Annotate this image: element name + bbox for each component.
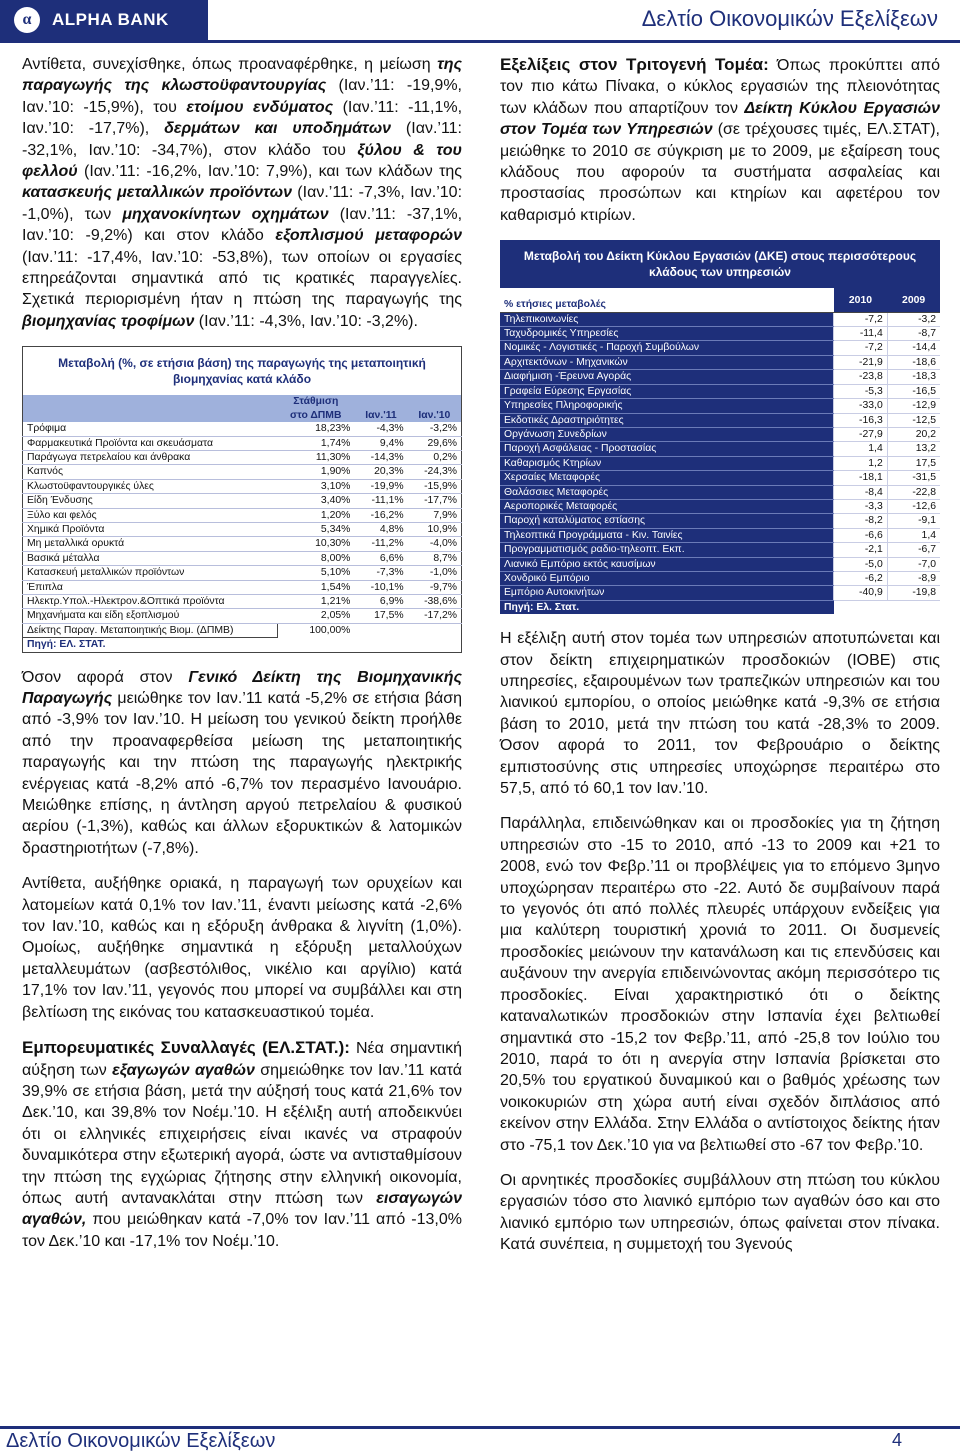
row-label: Προγραμματισμός ραδιο-τηλεοπτ. Εκπ. bbox=[500, 543, 834, 557]
row-label: Εκδοτικές Δραστηριότητες bbox=[500, 413, 834, 427]
table-row bbox=[500, 427, 940, 441]
value-jan11: 6,9% bbox=[354, 594, 407, 608]
weight-cell: 2,05% bbox=[277, 609, 354, 623]
value-2009: -12,6 bbox=[887, 499, 940, 513]
value-2009: -31,5 bbox=[887, 471, 940, 485]
value-jan11: -10,1% bbox=[354, 580, 407, 594]
table-row bbox=[23, 465, 462, 479]
text-run: Νέα σημαντική αύξηση των bbox=[22, 1040, 462, 1079]
value-2009: 20,2 bbox=[887, 427, 940, 441]
weight-cell: 1,20% bbox=[277, 508, 354, 522]
emphasis-text: της παραγωγής της κλωστοϋφαντουργίας bbox=[22, 56, 462, 95]
row-label: Είδη Ένδυσης bbox=[23, 494, 278, 508]
value-2010: -18,1 bbox=[834, 471, 888, 485]
text-run: (Ιαν.’11: -32,1%, Ιαν.’10: -34,7%), στον κλάδο του bbox=[22, 120, 463, 159]
text-run: Η εξέλιξη αυτή στον τομέα των υπηρεσιών αποτυπώνεται και στον δείκτη επιχειρηματικών προσδοκιών (ΙΟΒΕ) στις υπηρεσίες, εξαιρουμένων των τραπεζικών υπηρεσιών και του λιανικού εμπορίου, ο οποίος μειώθηκε κατά -9,3% σε ετήσια βάση το 2010, μετά την πτώση του κατά -28,3% το 2009. Όσον αφορά το 2011, τον Φεβρουάριο ο δείκτης εμπιστοσύνης στις υπηρεσίες υποχώρησε περαιτέρω στο 57,5, από τό 60,1 τον Ιαν.’10. bbox=[500, 630, 940, 798]
value-jan10: -4,0% bbox=[408, 537, 462, 551]
value-jan11: -16,2% bbox=[354, 508, 407, 522]
row-label: Κατασκευή μεταλλικών προϊόντων bbox=[23, 566, 278, 580]
weight-cell: 3,10% bbox=[277, 479, 354, 493]
table-row bbox=[500, 399, 940, 413]
table-row bbox=[500, 341, 940, 355]
row-label: Διαφήμιση -Έρευνα Αγοράς bbox=[500, 370, 834, 384]
row-label: Κλωστοϋφαντουργικές ύλες bbox=[23, 479, 278, 493]
value-2010: -11,4 bbox=[834, 327, 888, 341]
paragraph bbox=[500, 54, 940, 226]
empty-cell bbox=[408, 623, 462, 637]
row-label: Χονδρικό Εμπόριο bbox=[500, 571, 834, 585]
row-label: Φαρμακευτικά Προϊόντα και σκευάσματα bbox=[23, 436, 278, 450]
table-row bbox=[23, 566, 462, 580]
text-run: (Ιαν.’11: -19,9%, Ιαν.’10: -15,9%), του bbox=[22, 77, 462, 116]
table-row bbox=[500, 471, 940, 485]
table-row bbox=[23, 422, 462, 436]
value-2009: -12,9 bbox=[887, 399, 940, 413]
source-row bbox=[500, 600, 940, 614]
row-label: Αρχιτεκτόνων - Μηχανικών bbox=[500, 355, 834, 369]
alpha-logo-icon: α bbox=[14, 7, 40, 33]
page-number: 4 bbox=[891, 1430, 902, 1450]
paragraph bbox=[22, 1037, 462, 1252]
value-jan10: 7,9% bbox=[408, 508, 462, 522]
table-row bbox=[500, 312, 940, 326]
value-2009: -18,3 bbox=[887, 370, 940, 384]
source-row bbox=[23, 638, 462, 652]
value-jan11: -14,3% bbox=[354, 450, 407, 464]
row-label: Ταχυδρομικές Υπηρεσίες bbox=[500, 327, 834, 341]
row-label: Παροχή Ασφάλειας - Προστασίας bbox=[500, 442, 834, 456]
text-run: που μειώθηκαν κατά -7,0% τον Ιαν.’11 από -13,0% τον Δεκ.’10 και -17,1% τον Νοέμ.’10. bbox=[22, 1211, 462, 1250]
footer-divider bbox=[0, 1426, 960, 1429]
text-run: μειώθηκε τον Ιαν.’11 κατά -5,2% σε ετήσια βάση από -3,9% τον Ιαν.’10. Η μείωση του γενικού δείκτη προήλθε από την προαναφερθείσα μείωση της μεταποιητικής παραγωγής και την πτώση της παραγωγής ηλεκτρικής ενέργειας κατά -8,2% από -6,7% τον περασμένο Ιανουάριο. Μειώθηκε επίσης, η άντληση αργού πετρελαίου & φυσικού αερίου (-1,3%), καθώς και άλλων εξορυκτικών & λατομικών δραστηριοτήτων (-7,8%). bbox=[22, 690, 462, 857]
value-2010: -16,3 bbox=[834, 413, 888, 427]
value-2009: -3,2 bbox=[887, 312, 940, 326]
row-label: Τηλεοπτικά Προγράμματα - Κιν. Ταινίες bbox=[500, 528, 834, 542]
value-2010: -27,9 bbox=[834, 427, 888, 441]
text-run: (Ιαν.’11: -17,4%, Ιαν.’10: -53,8%), των οποίων οι εργασίες επηρεάζονται σημαντικά από τις κρατικές παραγγελίες. Σχετικά περιορισμένη ήταν η πτώση της παραγωγής της bbox=[22, 248, 462, 309]
weight-cell: 5,34% bbox=[277, 522, 354, 536]
value-2009: -14,4 bbox=[887, 341, 940, 355]
page-header bbox=[0, 0, 960, 40]
value-jan11: -19,9% bbox=[354, 479, 407, 493]
value-2010: -8,4 bbox=[834, 485, 888, 499]
value-jan10: -17,7% bbox=[408, 494, 462, 508]
weight-cell: 8,00% bbox=[277, 551, 354, 565]
value-2010: -33,0 bbox=[834, 399, 888, 413]
text-run: (σε τρέχουσες τιμές, ΕΛ.ΣΤΑΤ), μειώθηκε το 2010 σε σύγκριση με το 2009, με εξαίρεση τους κλάδους που αφορούν τα συστήματα ασφαλείας και προστασίας προσώπων και κτηρίων και αφετέρου τον καθαρισμό κτιρίων. bbox=[500, 121, 941, 224]
value-2009: -19,8 bbox=[887, 586, 940, 600]
value-jan10: -1,0% bbox=[408, 566, 462, 580]
value-2009: -16,5 bbox=[887, 384, 940, 398]
value-jan11: 4,8% bbox=[354, 522, 407, 536]
row-label: Τηλεπικοινωνίες bbox=[500, 312, 834, 326]
value-2010: 1,4 bbox=[834, 442, 888, 456]
value-2010: -5,3 bbox=[834, 384, 888, 398]
column-header-label: % ετήσιες μεταβολές bbox=[500, 288, 834, 312]
table-row bbox=[500, 571, 940, 585]
bank-name: ALPHA BANK bbox=[52, 10, 169, 29]
table-row bbox=[500, 514, 940, 528]
weight-cell: 3,40% bbox=[277, 494, 354, 508]
table-row bbox=[23, 450, 462, 464]
table-row bbox=[23, 609, 462, 623]
row-label: Νομικές - Λογιστικές - Παροχή Συμβούλων bbox=[500, 341, 834, 355]
value-2009: -22,8 bbox=[887, 485, 940, 499]
text-run: Αντίθετα, αυξήθηκε οριακά, η παραγωγή των ορυχείων και λατομείων κατά 0,1% τον Ιαν.’11, έναντι μείωσης κατά -2,6% τον Ιαν.’10, καθώς και η εξόρυξη άνθρακα & λιγνίτη (1,0%). Ομοίως, αυξήθηκε σημαντικά η εξόρυξη μεταλλούχων μεταλλευμάτων (ασβεστόλιθος, νικέλιο και αργίλιο) κατά 17,1% τον Ιαν.’11, γεγονός που μπορεί να συμβάλλει και στη βελτίωση της εικόνας του κατασκευαστικού τομέα. bbox=[22, 875, 462, 1021]
row-label: Χερσαίες Μεταφορές bbox=[500, 471, 834, 485]
emphasis-text: εξοπλισμού μεταφορών bbox=[275, 227, 462, 245]
text-run: (Ιαν.’11: -37,1%, Ιαν.’10: -9,2%) και στον κλάδο bbox=[22, 205, 463, 245]
value-jan11: -11,2% bbox=[354, 537, 407, 551]
services-turnover-table bbox=[500, 240, 940, 614]
text-run: (Ιαν.’11: -11,1%, Ιαν.’10: -17,7%), bbox=[22, 98, 463, 138]
row-label: Καπνός bbox=[23, 465, 278, 479]
empty-cell bbox=[354, 623, 407, 637]
value-2009: 1,4 bbox=[887, 528, 940, 542]
row-label: Αεροπορικές Μεταφορές bbox=[500, 499, 834, 513]
text-run: σημειώθηκε τον Ιαν.’11 κατά 39,9% σε ετήσια βάση, μετά την αύξησή τους κατά 21,6% τον Δεκ.’10, και 39,8% τον Νοέμ.’10. Η εξέλιξη αυτή αποδεικνύει ότι οι ελληνικές επιχειρήσεις είναι ικανές να στραφούν δυναμικότερα στην εξωτερική αγορά, ώστε να αντισταθμίσουν την πτώση της εγχώριας ζήτησης στην ελληνική οικονομία, όπως αυτή αντανακλάται στην πτώση των bbox=[22, 1061, 463, 1207]
value-jan10: 0,2% bbox=[408, 450, 462, 464]
value-2010: -23,8 bbox=[834, 370, 888, 384]
weight-cell: 100,00% bbox=[309, 625, 351, 637]
row-label: Τρόφιμα bbox=[23, 422, 278, 436]
emphasis-text: Εξελίξεις στον Τριτογενή Τομέα: bbox=[500, 55, 769, 74]
value-jan10: 10,9% bbox=[408, 522, 462, 536]
text-run: Όπως προκύπτει από τον πιο κάτω Πίνακα, ο κύκλος εργασιών της πλειονότητας των κλάδων που απαρτίζουν τον bbox=[500, 57, 941, 117]
table-row bbox=[500, 499, 940, 513]
row-label: Μη μεταλλικά ορυκτά bbox=[23, 537, 278, 551]
row-label: Καθαρισμός Κτηρίων bbox=[500, 456, 834, 470]
row-label: Εμπόριο Αυτοκινήτων bbox=[500, 586, 834, 600]
table-row bbox=[23, 479, 462, 493]
value-jan10: -24,3% bbox=[408, 465, 462, 479]
row-label: Υπηρεσίες Πληροφορικής bbox=[500, 399, 834, 413]
text-run: Όσον αφορά στον bbox=[22, 668, 189, 686]
weight-cell: 1,54% bbox=[277, 580, 354, 594]
emphasis-text: βιομηχανίας τροφίμων bbox=[22, 312, 195, 330]
column-header-weight-sub: στο ΔΠΜΒ bbox=[277, 409, 354, 422]
column-header-weight: Στάθμιση bbox=[277, 395, 354, 408]
value-jan11: -7,3% bbox=[354, 566, 407, 580]
value-2009: -7,0 bbox=[887, 557, 940, 571]
table-row bbox=[23, 508, 462, 522]
value-2009: 13,2 bbox=[887, 442, 940, 456]
table-row bbox=[23, 436, 462, 450]
value-jan11: -4,3% bbox=[354, 422, 407, 436]
row-label: Δείκτης Παραγ. Μεταποιητικής Βιομ. (ΔΠΜΒ) bbox=[23, 623, 278, 637]
table-source: Πηγή: ΕΛ. ΣΤΑΤ. bbox=[27, 639, 106, 651]
header-divider bbox=[0, 40, 960, 43]
value-2009: -9,1 bbox=[887, 514, 940, 528]
value-2009: -8,9 bbox=[887, 571, 940, 585]
text-run: Αντίθετα, συνεχίσθηκε, όπως προαναφέρθηκε, η μείωση bbox=[22, 56, 438, 73]
emphasis-text: εξαγωγών αγαθών bbox=[112, 1061, 255, 1079]
table-row bbox=[500, 327, 940, 341]
row-label: Ηλεκτρ.Υπολ.-Ηλεκτρον.&Οπτικά προϊόντα bbox=[23, 594, 278, 608]
row-label: Έπιπλα bbox=[23, 580, 278, 594]
table-row bbox=[500, 442, 940, 456]
header-title: Δελτίο Οικονομικών Εξελίξεων bbox=[641, 6, 938, 31]
value-2010: -21,9 bbox=[834, 355, 888, 369]
paragraph bbox=[22, 667, 462, 860]
emphasis-text: Εμπορευματικές Συναλλαγές (ΕΛ.ΣΤΑΤ.): bbox=[22, 1038, 350, 1058]
empty-cell bbox=[834, 600, 888, 614]
value-jan10: -38,6% bbox=[408, 594, 462, 608]
table-row bbox=[23, 551, 462, 565]
value-2009: -18,6 bbox=[887, 355, 940, 369]
paragraph bbox=[500, 628, 940, 799]
value-2010: -40,9 bbox=[834, 586, 888, 600]
value-jan10: -3,2% bbox=[408, 422, 462, 436]
value-2009: 17,5 bbox=[887, 456, 940, 470]
row-label: Ξύλο και φελός bbox=[23, 508, 278, 522]
value-jan11: 17,5% bbox=[354, 609, 407, 623]
paragraph bbox=[500, 1170, 940, 1256]
paragraph bbox=[22, 873, 462, 1023]
value-2009: -12,5 bbox=[887, 413, 940, 427]
column-header-2010: 2010 bbox=[834, 288, 888, 312]
weight-cell: 5,10% bbox=[277, 566, 354, 580]
text-run: (Ιαν.’11: -4,3%, Ιαν.’10: -3,2%). bbox=[194, 312, 418, 330]
table-row bbox=[500, 586, 940, 600]
value-jan11: -11,1% bbox=[354, 494, 407, 508]
value-2010: 1,2 bbox=[834, 456, 888, 470]
weight-cell: 10,30% bbox=[277, 537, 354, 551]
total-row bbox=[23, 623, 462, 637]
text-run: (Ιαν.’11: -7,3%, Ιαν.’10: -1,0%), των bbox=[22, 184, 463, 223]
row-label: Θαλάσσιες Μεταφορές bbox=[500, 485, 834, 499]
table-row bbox=[500, 485, 940, 499]
value-2010: -6,2 bbox=[834, 571, 888, 585]
table-row bbox=[23, 594, 462, 608]
emphasis-text: ξύλου & του φελλού bbox=[22, 141, 463, 181]
column-header-jan11: Ιαν.'11 bbox=[354, 409, 407, 422]
weight-cell: 1,90% bbox=[277, 465, 354, 479]
row-label: Βασικά μέταλλα bbox=[23, 551, 278, 565]
table-row bbox=[500, 355, 940, 369]
text-run: Οι αρνητικές προσδοκίες συμβάλλουν στη πτώση του κύκλου εργασιών τόσο στο λιανικό εμπόριο των αγαθών όσο και στο λιανικό εμπόριο των υπηρεσιών, όπως φαίνεται στον πίνακα. Κατά συνέπεια, η συμμετοχή του 3γενούς bbox=[500, 1171, 940, 1254]
value-jan10: 29,6% bbox=[408, 436, 462, 450]
table-row bbox=[500, 413, 940, 427]
table-row bbox=[500, 528, 940, 542]
table-row bbox=[23, 494, 462, 508]
emphasis-text: κατασκευής μεταλλικών προϊόντων bbox=[22, 184, 293, 202]
row-label: Παροχή καταλύματος εστίασης bbox=[500, 514, 834, 528]
table-row bbox=[500, 370, 940, 384]
value-2010: -5,0 bbox=[834, 557, 888, 571]
table-row bbox=[23, 522, 462, 536]
value-jan10: -9,7% bbox=[408, 580, 462, 594]
row-label: Χημικά Προϊόντα bbox=[23, 522, 278, 536]
emphasis-text: Γενικό Δείκτη της Βιομηχανικής Παραγωγής bbox=[22, 668, 462, 707]
value-2010: -7,2 bbox=[834, 312, 888, 326]
emphasis-text: εισαγωγών αγαθών, bbox=[22, 1189, 462, 1229]
row-label: Λιανικό Εμπόριο εκτός καυσίμων bbox=[500, 557, 834, 571]
value-jan11: 6,6% bbox=[354, 551, 407, 565]
manufacturing-production-table bbox=[22, 346, 462, 652]
value-jan10: -15,9% bbox=[408, 479, 462, 493]
emphasis-text: ετοίμου ενδύματος bbox=[186, 98, 334, 116]
row-label: Γραφεία Εύρεσης Εργασίας bbox=[500, 384, 834, 398]
emphasis-text: Δείκτη Κύκλου Εργασιών στον Τομέα των Υπηρεσιών bbox=[500, 99, 940, 139]
table-row bbox=[500, 384, 940, 398]
table-row bbox=[500, 456, 940, 470]
value-jan10: -17,2% bbox=[408, 609, 462, 623]
value-2010: -6,6 bbox=[834, 528, 888, 542]
value-2009: -6,7 bbox=[887, 543, 940, 557]
table-row bbox=[23, 537, 462, 551]
value-jan11: 9,4% bbox=[354, 436, 407, 450]
table-caption: Μεταβολή του Δείκτη Κύκλου Εργασιών (ΔΚΕ) στους περισσότερους κλάδους των υπηρεσιών bbox=[500, 240, 940, 288]
emphasis-text: μηχανοκίνητων οχημάτων bbox=[122, 205, 329, 223]
footer-title: Δελτίο Οικονομικών Εξελίξεων bbox=[6, 1430, 276, 1452]
row-label: Παράγωγα πετρελαίου και άνθρακα bbox=[23, 450, 278, 464]
column-header-2009: 2009 bbox=[887, 288, 940, 312]
weight-cell: 18,23% bbox=[277, 422, 354, 436]
weight-cell: 1,74% bbox=[277, 436, 354, 450]
value-2010: -7,2 bbox=[834, 341, 888, 355]
right-column bbox=[500, 54, 940, 1270]
row-label: Μηχανήματα και είδη εξοπλισμού bbox=[23, 609, 278, 623]
page-footer bbox=[0, 1426, 960, 1456]
table-source: Πηγή: Ελ. Στατ. bbox=[500, 600, 834, 614]
value-2009: -8,7 bbox=[887, 327, 940, 341]
paragraph bbox=[22, 54, 462, 332]
left-column bbox=[22, 54, 462, 1266]
value-jan10: 8,7% bbox=[408, 551, 462, 565]
value-jan11: 20,3% bbox=[354, 465, 407, 479]
row-label: Οργάνωση Συνεδρίων bbox=[500, 427, 834, 441]
value-2010: -3,3 bbox=[834, 499, 888, 513]
table-caption: Μεταβολή (%, σε ετήσια βάση) της παραγωγής της μεταποιητική βιομηχανίας κατά κλάδο bbox=[58, 356, 426, 387]
empty-cell bbox=[887, 600, 940, 614]
text-run: Παράλληλα, επιδεινώθηκαν και οι προσδοκίες για τη ζήτηση υπηρεσιών στο -15 το 2010, από -13 το 2009 και +21 το 2008, ενώ τον Φεβρ.’11 οι προβλέψεις για το επόμενο 3μηνο υποχώρησαν περαιτέρω στο -22. Αυτό δε συμβαίνουν παρά το γεγονός ότι από πολλές πλευρές υπάρχουν ενδείξεις για μια καλύτερη τουριστική χρονιά το 2011. Οι δυσμενείς προσδοκίες μειώνουν την κατανάλωση και τις επενδύσεις και αυξάνουν την ανεργία επιδεινώνοντας ακόμη περισσότερο τις προσδοκίες. Είναι χαρακτηριστικό ότι ο δείκτης καταναλωτικών προσδοκιών στην Ισπανία έχει βελτιωθεί σημαντικά στο -15,2 τον Φεβρ.’11, από -25,8 τον Ιούλιο του 2010, παρά το ότι η ανεργία στην Ισπανία βρίσκεται στο 20,5% του εργατικού δυναμικού και ο βαθμός χρέωσης των νοικοκυριών στη χώρα αυτή είναι σχεδόν διπλάσιος από εκείνον στην Ελλάδα. Στην Ελλάδα ο αντίστοιχος δείκτης ήταν στο -75,1 τον Δεκ.’10 για να βελτιωθεί στο -67 τον Φεβρ.’10. bbox=[500, 815, 940, 1154]
weight-cell: 1,21% bbox=[277, 594, 354, 608]
table-row bbox=[23, 580, 462, 594]
value-2010: -8,2 bbox=[834, 514, 888, 528]
table-row bbox=[500, 557, 940, 571]
weight-cell: 11,30% bbox=[277, 450, 354, 464]
value-2010: -2,1 bbox=[834, 543, 888, 557]
paragraph bbox=[500, 813, 940, 1156]
text-run: (Ιαν.’11: -16,2%, Ιαν.’10: 7,9%), και των κλάδων της bbox=[77, 163, 462, 181]
emphasis-text: δερμάτων και υποδημάτων bbox=[164, 120, 392, 138]
bank-logo bbox=[0, 0, 208, 40]
table-row bbox=[500, 543, 940, 557]
column-header-jan10: Ιαν.'10 bbox=[408, 409, 462, 422]
